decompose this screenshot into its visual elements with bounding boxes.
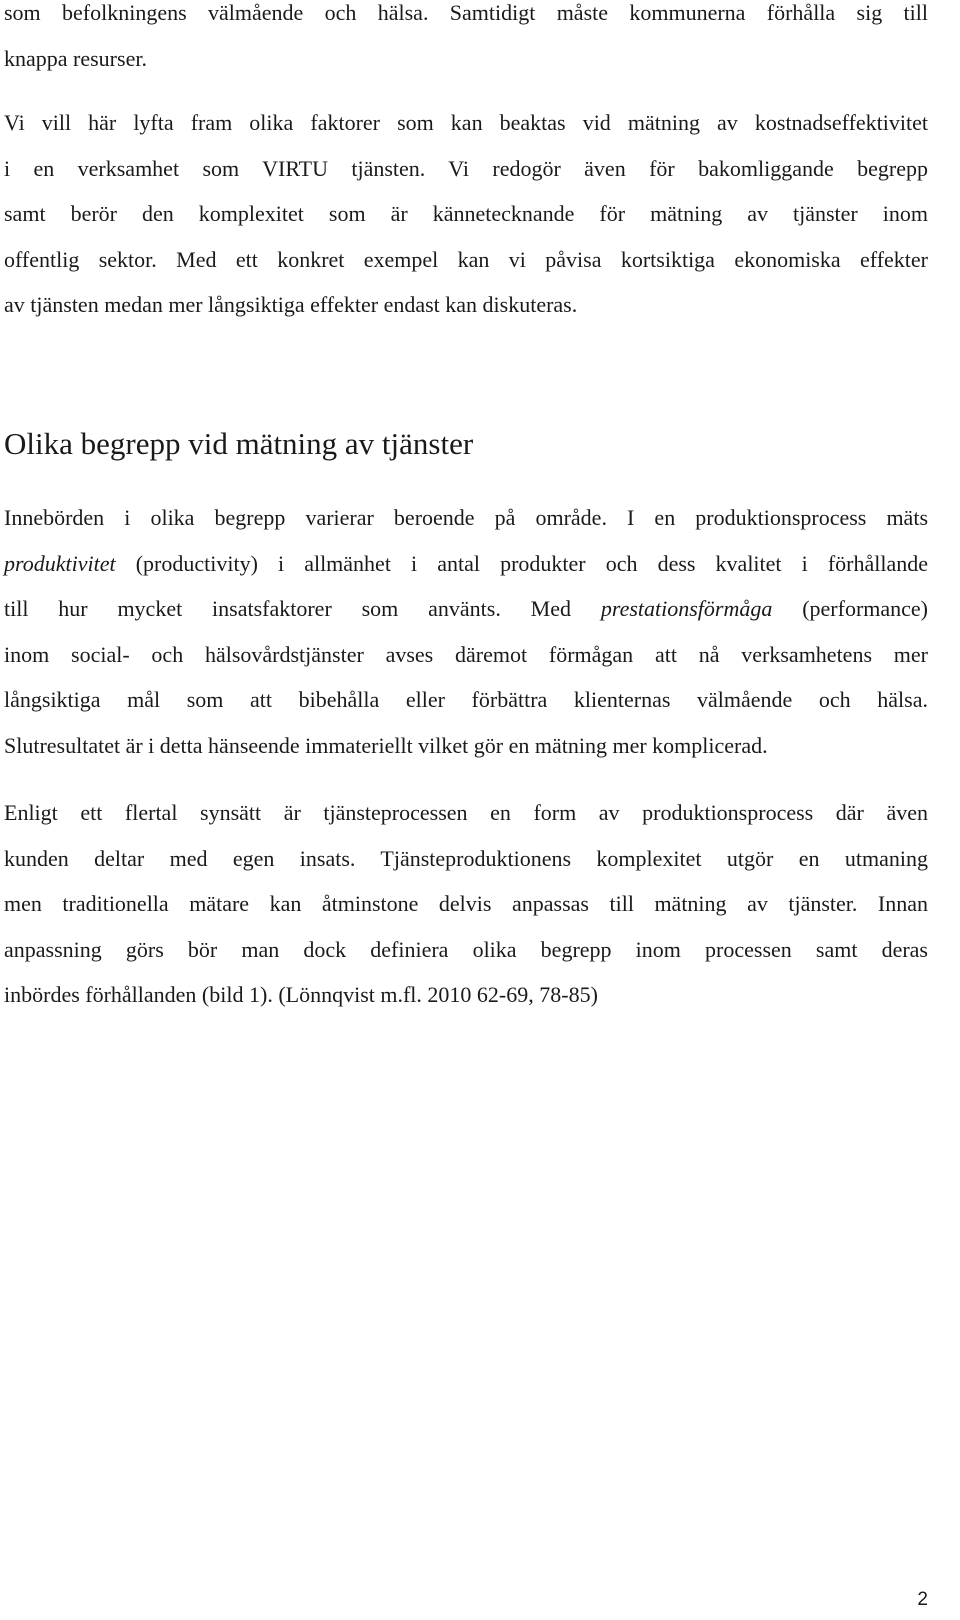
text-line: offentlig sektor. Med ett konkret exempel kan vi påvisa kortsiktiga ekonomiska effekter xyxy=(4,246,928,272)
text-line: Vi vill här lyfta fram olika faktorer som kan beaktas vid mätning av kostnadseffektivitet xyxy=(4,110,928,135)
text-fragment: (performance) xyxy=(772,596,928,621)
text-line: inbördes förhållanden (bild 1). (Lönnqvist m.fl. 2010 62-69, 78-85) xyxy=(4,982,598,1007)
text-line: som befolkningens välmående och hälsa. Samtidigt måste kommunerna förhålla sig till xyxy=(4,0,928,25)
term-productivity: produktivitet xyxy=(4,550,116,576)
paragraph-service-process xyxy=(4,790,928,1018)
term-performance: prestationsförmåga xyxy=(600,596,773,621)
text-line: Innebörden i olika begrepp varierar beroende på område. I en produktionsprocess mäts xyxy=(4,505,928,530)
text-line: kunden deltar med egen insats. Tjänsteproduktionens komplexitet utgör en utmaning xyxy=(4,845,928,871)
text-fragment: till hur mycket insatsfaktorer som använts. Med xyxy=(4,596,601,621)
page-number: 2 xyxy=(917,1589,928,1610)
text-line xyxy=(4,586,928,632)
text-line: anpassning görs bör man dock definiera olika begrepp inom processen samt deras xyxy=(4,936,928,962)
text-fragment: (productivity) i allmänhet i antal produkter och dess kvalitet i förhållande xyxy=(115,550,928,576)
text-line: Slutresultatet är i detta hänseende immateriellt vilket gör en mätning mer komplicerad. xyxy=(4,732,768,758)
paragraph-intro-continuation xyxy=(4,0,928,81)
text-line xyxy=(4,541,928,587)
text-line: inom social- och hälsovårdstjänster avses däremot förmågan att nå verksamhetens mer xyxy=(4,641,928,667)
paragraph-purpose xyxy=(4,100,928,328)
text-line: av tjänsten medan mer långsiktiga effekter endast kan diskuteras. xyxy=(4,292,578,317)
text-line: samt berör den komplexitet som är kännetecknande för mätning av tjänster inom xyxy=(4,201,928,226)
text-line: knappa resurser. xyxy=(4,45,147,71)
text-line: långsiktiga mål som att bibehålla eller förbättra klienternas välmående och hälsa. xyxy=(4,687,928,712)
section-heading: Olika begrepp vid mätning av tjänster xyxy=(4,426,474,461)
text-line: Enligt ett flertal synsätt är tjänsteprocessen en form av produktionsprocess där även xyxy=(4,800,928,825)
text-line: i en verksamhet som VIRTU tjänsten. Vi redogör även för bakomliggande begrepp xyxy=(4,155,928,181)
text-line: men traditionella mätare kan åtminstone delvis anpassas till mätning av tjänster. Innan xyxy=(4,891,928,916)
paragraph-concepts xyxy=(4,495,928,768)
